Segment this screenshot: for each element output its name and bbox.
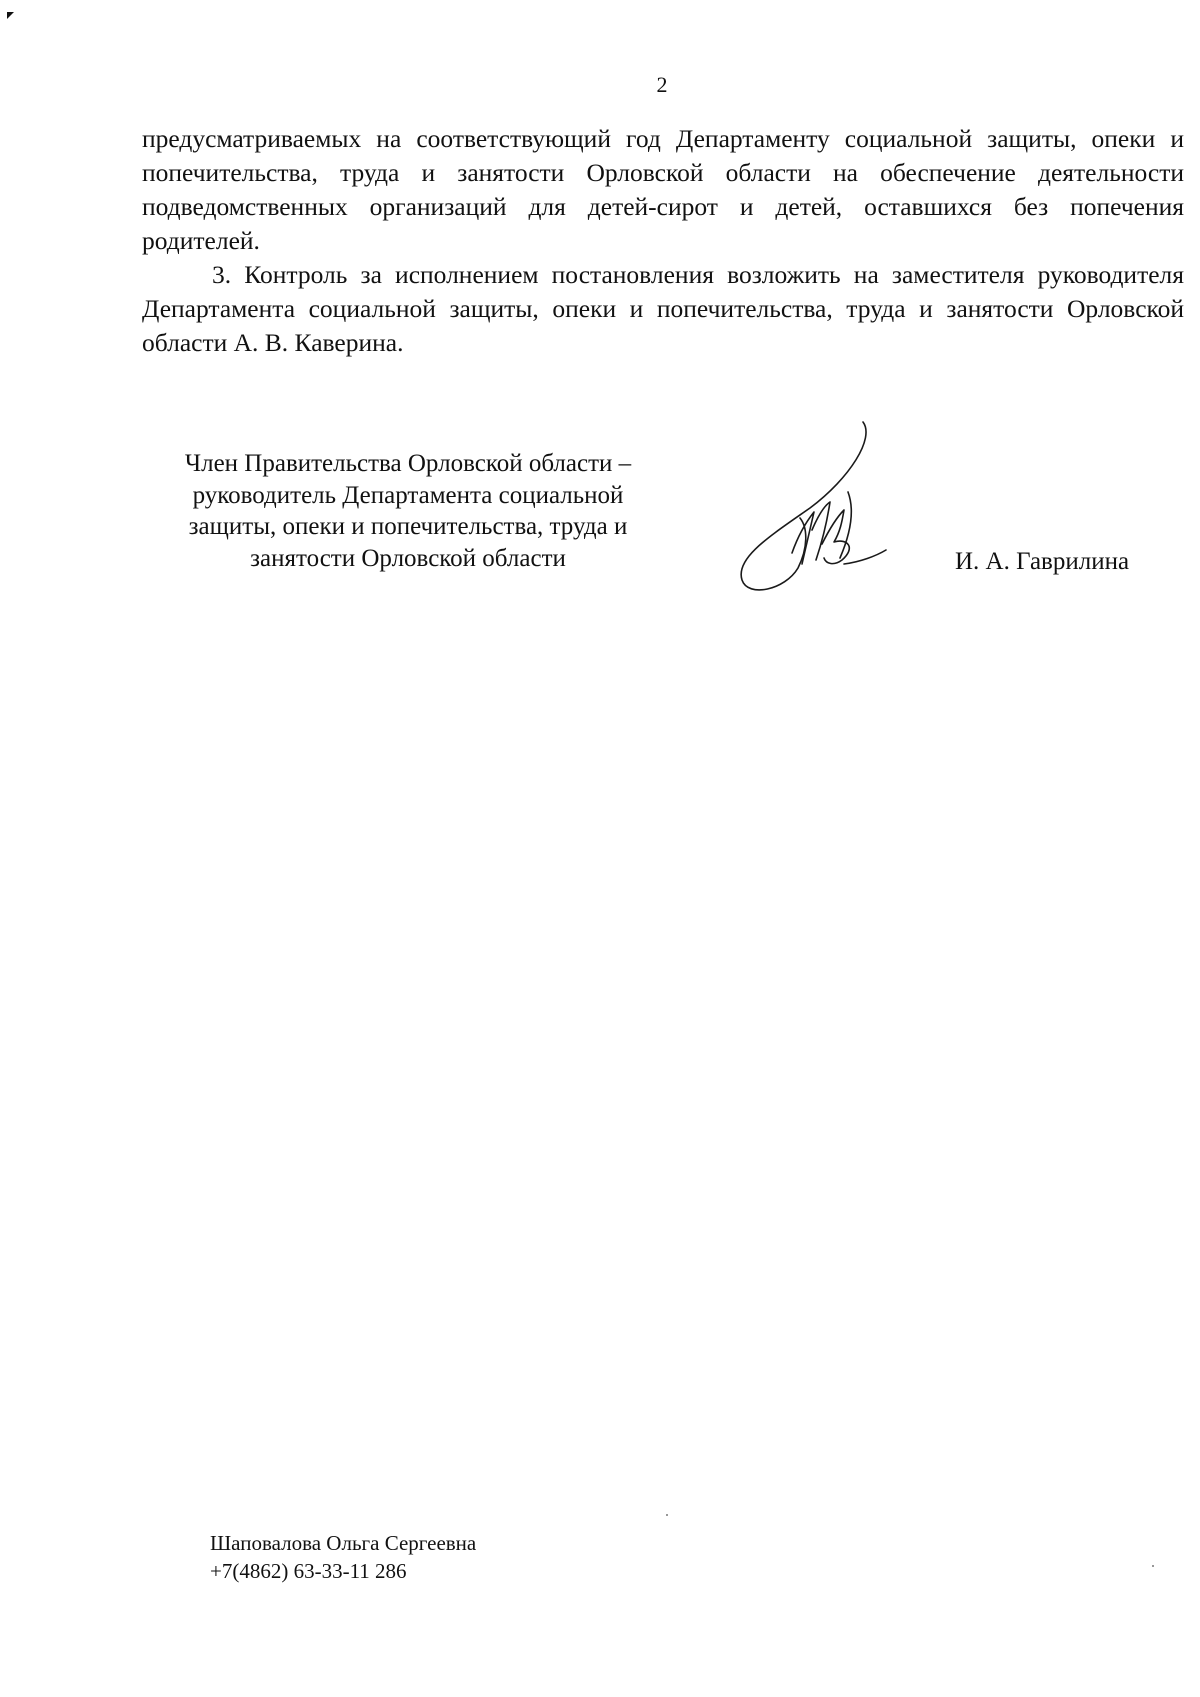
body-paragraph-continuation: предусматриваемых на соответствующий год Департаменту социальной защиты, опеки и попечительства, труда и занятости Орловской области на обеспечение деятельности подведомственных организаций для детей-сирот и детей, оставшихся без попечения родителей. bbox=[142, 124, 1184, 255]
signer-name: И. А. Гаврилина bbox=[955, 548, 1130, 575]
signer-title bbox=[128, 448, 688, 574]
signer-title-line: занятости Орловской области bbox=[250, 544, 566, 572]
contact-name: Шаповалова Ольга Сергеевна bbox=[210, 1531, 477, 1555]
contact-phone: +7(4862) 63-33-11 286 bbox=[210, 1559, 407, 1583]
body-paragraph-item-3: 3. Контроль за исполнением постановления возложить на заместителя руководителя Департамента социальной защиты, опеки и попечительства, труда и занятости Орловской области А. В. Каверина. bbox=[142, 260, 1184, 357]
signer-title-line: защиты, опеки и попечительства, труда и bbox=[188, 513, 628, 540]
scan-speck bbox=[1152, 1565, 1154, 1567]
contact-block bbox=[210, 1529, 476, 1585]
signer-title-line: руководитель Департамента социальной bbox=[192, 481, 624, 509]
page-number: 2 bbox=[656, 72, 668, 97]
corner-scan-mark bbox=[7, 12, 14, 19]
scan-speck bbox=[666, 1514, 668, 1516]
document-body bbox=[142, 122, 1184, 360]
signer-title-line: Член Правительства Орловской области – bbox=[184, 450, 632, 477]
handwritten-signature bbox=[730, 418, 910, 598]
